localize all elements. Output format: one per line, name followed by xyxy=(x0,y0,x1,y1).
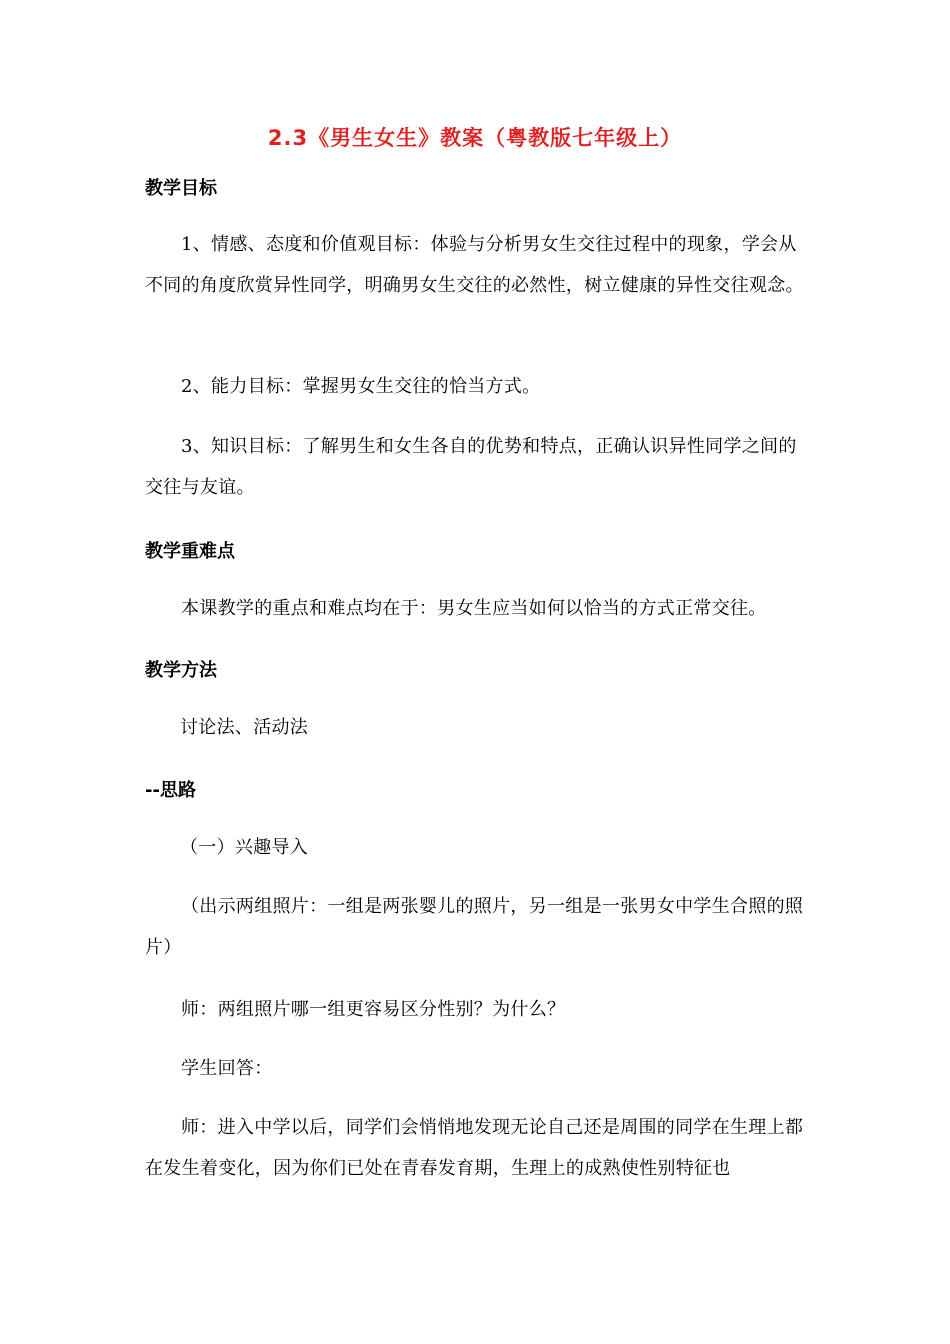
paragraph-teacher-question: 师：两组照片哪一组更容易区分性别？为什么？ xyxy=(181,999,566,1020)
paragraph-student-answer: 学生回答： xyxy=(181,1058,273,1079)
paragraph-methods: 讨论法、活动法 xyxy=(180,717,309,738)
heading-teaching-idea: --思路 xyxy=(145,780,196,801)
paragraph-key-points: 本课教学的重点和难点均在于：男女生应当如何以恰当的方式正常交往。 xyxy=(181,598,767,619)
heading-key-points: 教学重难点 xyxy=(145,541,235,562)
heading-teaching-goals: 教学目标 xyxy=(145,178,217,199)
paragraph-step-1: （一）兴趣导入 xyxy=(180,837,309,858)
paragraph-show-photos: （出示两组照片：一组是两张婴儿的照片，另一组是一张男女中学生合照的照片） xyxy=(145,896,804,958)
document-title: 2.3《男生女生》教案（粤教版七年级上） xyxy=(267,126,683,150)
paragraph-goal-3: 3、知识目标：了解男生和女生各自的优势和特点，正确认识异性同学之间的交往与友谊。 xyxy=(145,436,797,498)
heading-teaching-methods: 教学方法 xyxy=(145,660,217,681)
paragraph-goal-1: 1、情感、态度和价值观目标：体验与分析男女生交往过程中的现象，学会从不同的角度欣赏异性同学，明确男女生交往的必然性，树立健康的异性交往观念。 xyxy=(145,234,804,296)
paragraph-teacher-explanation: 师：进入中学以后，同学们会悄悄地发现无论自己还是周围的同学在生理上都在发生着变化，因为你们已处在青春发育期，生理上的成熟使性别特征也 xyxy=(145,1117,804,1179)
paragraph-goal-2: 2、能力目标：掌握男女生交往的恰当方式。 xyxy=(181,376,541,397)
